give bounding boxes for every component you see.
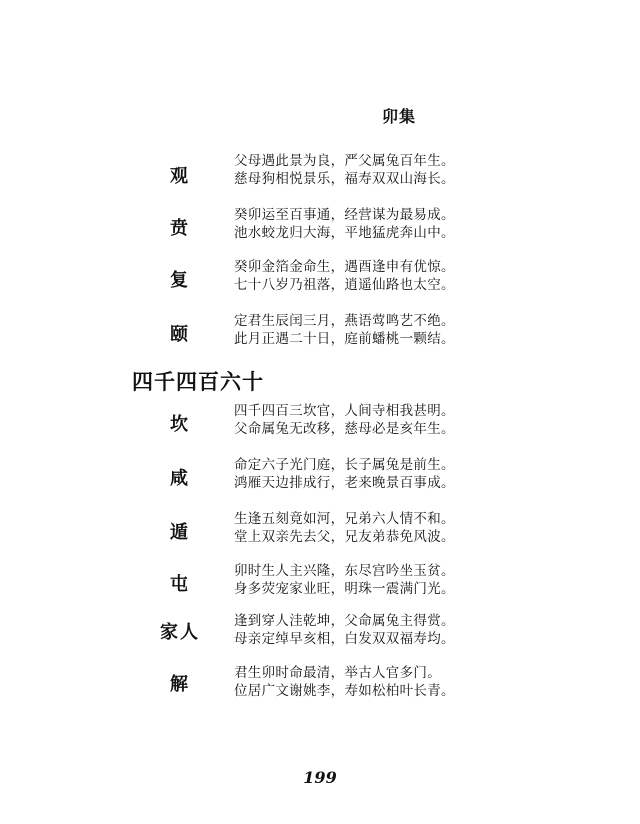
verse — [234, 456, 455, 492]
hexagram-name: 观 — [170, 166, 190, 187]
hexagram-name: 解 — [170, 674, 190, 695]
hexagram-name: 坎 — [170, 414, 190, 435]
verse — [234, 510, 455, 546]
verse — [234, 152, 455, 188]
hexagram-name: 颐 — [170, 324, 190, 345]
verse — [234, 206, 455, 242]
verse-line: 癸卯金箔金命生，遇酉逢申有优惊。 — [234, 259, 455, 275]
oracle-entry — [0, 206, 640, 246]
hexagram-name: 遁 — [170, 522, 190, 543]
oracle-entry — [0, 562, 640, 602]
verse-line: 鸿雁天边排成行，老来晚景百事成。 — [234, 475, 455, 491]
oracle-entry — [0, 664, 640, 704]
hexagram-name: 家人 — [160, 622, 200, 643]
hexagram-name: 复 — [170, 270, 190, 291]
verse-line: 癸卯运至百事通，经营谋为最易成。 — [234, 207, 455, 223]
verse-line: 生逢五刻竟如河，兄弟六人情不和。 — [234, 511, 455, 527]
verse-line: 君生卯时命最清，举古人官多门。 — [234, 665, 441, 681]
verse-line: 四千四百三坎官，人间寺相我甚明。 — [234, 403, 455, 419]
verse-line: 此月正遇二十日，庭前蟠桃一颗结。 — [234, 331, 455, 347]
page-number: 199 — [303, 768, 337, 787]
verse-line: 父命属兔无改移，慈母必是亥年生。 — [234, 421, 455, 437]
verse-line: 逢到穿人洼乾坤，父命属兔主得赏。 — [234, 613, 455, 629]
oracle-entry — [0, 510, 640, 550]
verse — [234, 612, 455, 648]
verse-line: 定君生辰闰三月，燕语莺鸣艺不绝。 — [234, 313, 455, 329]
oracle-entry — [0, 312, 640, 352]
verse-line: 身多荧宠家业旺，明珠一震满门光。 — [234, 581, 455, 597]
oracle-entry — [0, 612, 640, 652]
verse — [234, 664, 455, 700]
verse — [234, 312, 455, 348]
running-header: 卯集 — [382, 107, 417, 126]
hexagram-name: 咸 — [170, 468, 190, 489]
verse-line: 堂上双亲先去父，兄友弟恭免风波。 — [234, 529, 455, 545]
hexagram-name: 贲 — [170, 218, 190, 239]
verse-line: 命定六子光门庭，长子属兔是前生。 — [234, 457, 455, 473]
verse — [234, 258, 455, 294]
verse-line: 母亲定绰早亥相，白发双双福寿均。 — [234, 631, 455, 647]
verse — [234, 402, 455, 438]
oracle-entry — [0, 258, 640, 298]
verse-line: 慈母狗相悦景乐，福寿双双山海长。 — [234, 171, 455, 187]
section-heading: 四千四百六十 — [132, 369, 264, 394]
oracle-entry — [0, 152, 640, 192]
verse-line: 位居广文谢姚李，寿如松柏叶长青。 — [234, 683, 455, 699]
verse-line: 卯时生人主兴隆，东尽宫吟坐玉贫。 — [234, 563, 455, 579]
oracle-entry — [0, 402, 640, 442]
verse — [234, 562, 455, 598]
oracle-entry — [0, 456, 640, 496]
verse-line: 池水蛟龙归大海，平地猛虎奔山中。 — [234, 225, 455, 241]
verse-line: 七十八岁乃祖落，逍遥仙路也太空。 — [234, 277, 455, 293]
hexagram-name: 屯 — [170, 574, 190, 595]
verse-line: 父母遇此景为良，严父属兔百年生。 — [234, 153, 455, 169]
